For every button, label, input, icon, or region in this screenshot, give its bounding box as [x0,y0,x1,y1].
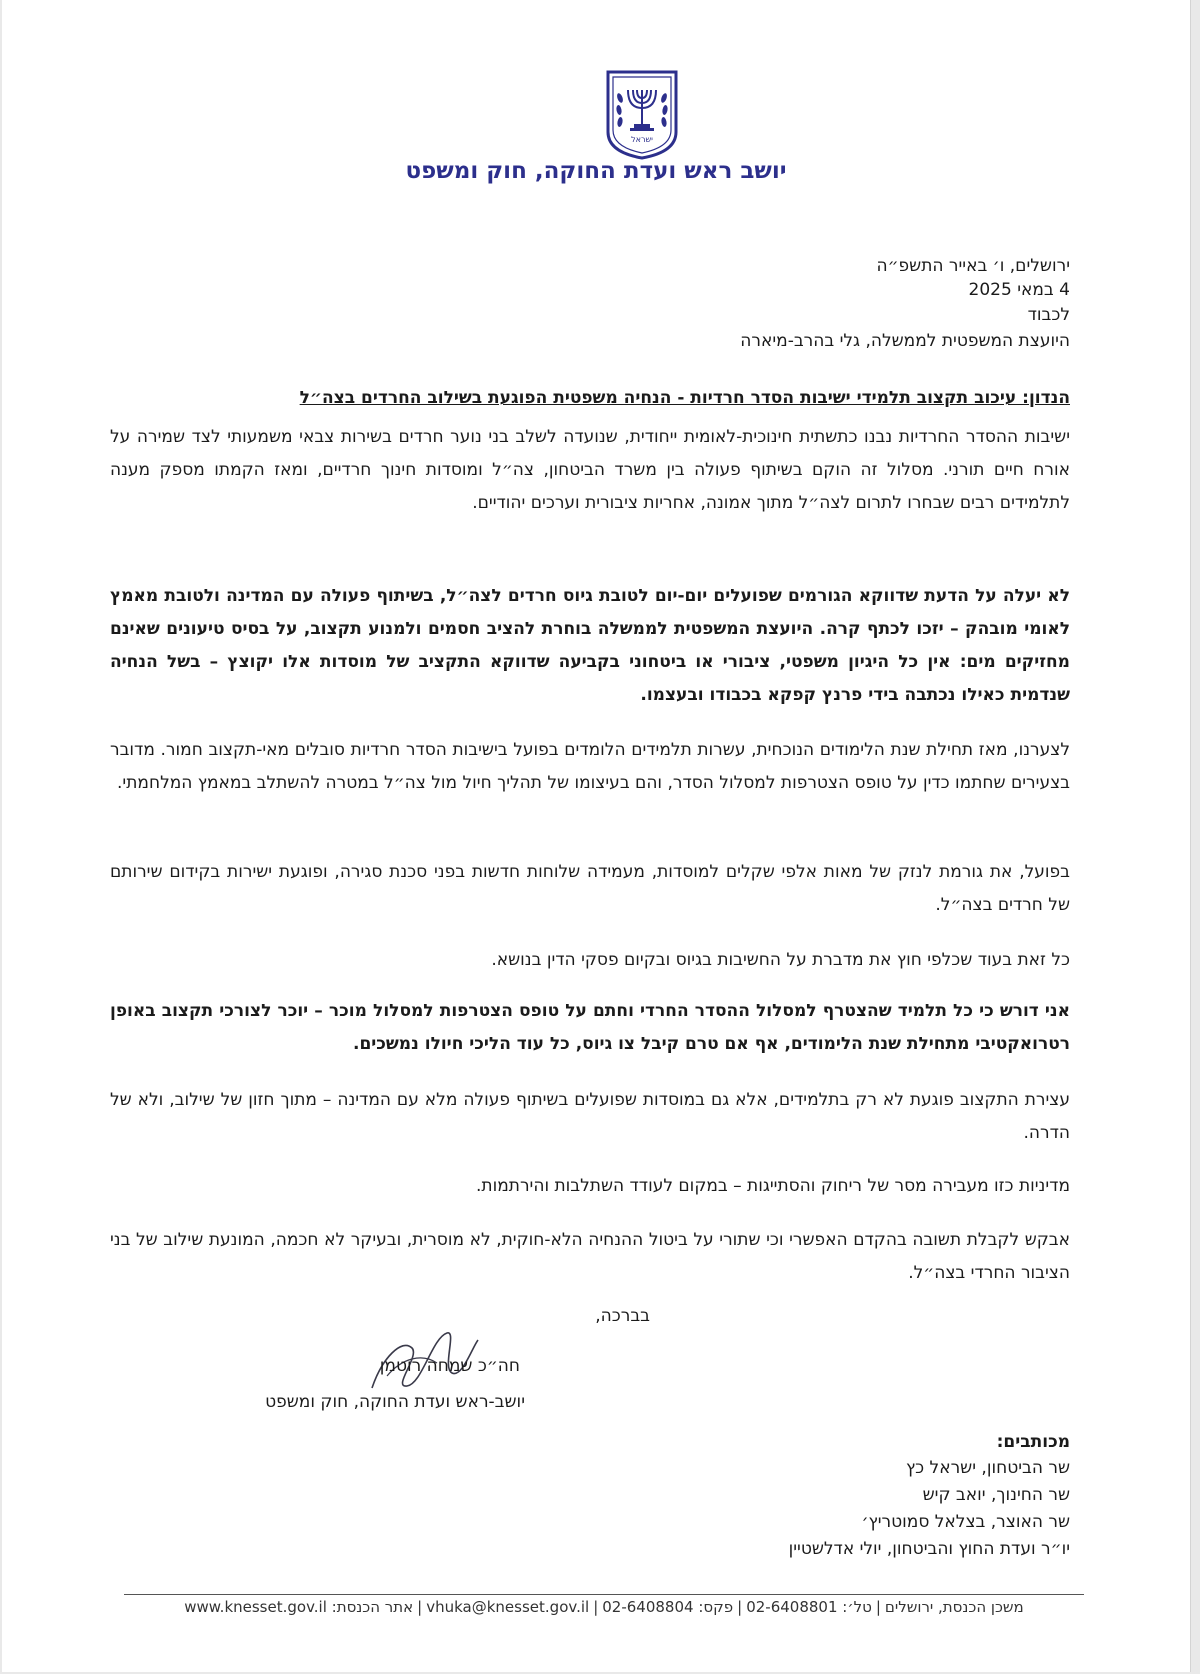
signer-role: יושב-ראש ועדת החוקה, חוק ומשפט [265,1392,525,1412]
footer-fax: פקס: 02-6408804 [602,1598,734,1616]
letterhead-title: יושב ראש ועדת החוקה, חוק ומשפט [405,158,787,184]
emblem-text: ישראל [631,135,653,144]
paragraph-4: בפועל, את גורמת לנזק של מאות אלפי שקלים למוסדות, מעמידה שלוחות חדשות בפני סכנת סגירה, ופוגעת ישירות בקידום שירותם של חרדים בצה״ל. [110,862,1070,915]
paragraph-7: עצירת התקצוב פוגעת לא רק בתלמידים, אלא גם במוסדות שפועלים בשיתוף פעולה מלא עם המדינה – מתוך חזון של שילוב, ולא של הדרה. [110,1090,1070,1143]
paragraph-3: לצערנו, מאז תחילת שנת הלימודים הנוכחית, עשרות תלמידים הלומדים בפועל בישיבות הסדר חרדיות סובלים מאי-תקצוב חמור. מדובר בצעירים שחתמו כדין על טופס הצטרפות למסלול הסדר, והם בעיצומו של תהליך חיול מול צה״ל במטרה להשתלב במאמץ המלחמתי. [110,740,1070,793]
signer-name: חה״כ שמחה רוטמן [379,1356,520,1376]
cc-item: יו״ר ועדת החוץ והביטחון, יולי אדלשטיין [788,1539,1070,1559]
paragraph-2: לא יעלה על הדעת שדווקא הגורמים שפועלים יום-יום לטובת גיוס חרדים לצה״ל, בשיתוף פעולה עם המדינה ולטובת מאמץ לאומי מובהק – יזכו לכתף קרה. היועצת המשפטית לממשלה בוחרת להציב חסמים ולמנוע תקצוב, על בסיס טיעונים שאינם מחזיקים מים: אין כל היגיון משפטי, ציבורי או ביטחוני בקביעה שדווקא התקציב של מוסדות אלו יקוצץ – בשל הנחיה שנדמית כאילו נכתבה בידי פרנץ קפקא בכבודו ובעצמו. [110,586,1070,705]
cc-item: שר החינוך, יואב קיש [922,1485,1070,1505]
footer: משכן הכנסת, ירושלים|טל׳: 02-6408801|פקס: 02-6408804|vhuka@knesset.gov.il|אתר הכנסת: www.knesset.gov.il [184,1598,1024,1616]
cc-item: שר האוצר, בצלאל סמוטריץ׳ [861,1512,1070,1532]
letter-page [2,0,1191,1672]
cc-list [789,1455,1070,1563]
paragraph-1: ישיבות ההסדר החרדיות נבנו כתשתית חינוכית-לאומית ייחודית, שנועדה לשלב בני נוער חרדים בשירות צבאי משמעותי לצד שמירה על אורח חיים תורני. מסלול זה הוקם בשיתוף פעולה בין משרד הביטחון, צה״ל ומוסדות חינוך חרדיים, ומאז הקמתו מספק מענה לתלמידים רבים שבחרו לתרום לצה״ל מתוך אמונה, אחריות ציבורית וערכים יהודיים. [110,427,1070,513]
paragraph-8: מדיניות כזו מעבירה מסר של ריחוק והסתייגות – במקום לעודד השתלבות והירתמות. [476,1176,1070,1196]
cc-title: מכותבים: [996,1432,1070,1452]
footer-site[interactable]: אתר הכנסת: www.knesset.gov.il [184,1598,414,1616]
footer-phone: טל׳: 02-6408801 [746,1598,872,1616]
closing-greeting: בברכה, [595,1306,650,1326]
paragraph-9: אבקש לקבלת תשובה בהקדם האפשרי וכי שתורי על ביטול ההנחיה הלא-חוקית, לא מוסרית, ובעיקר לא חכמה, המונעת שילוב של בני הציבור החרדי בצה״ל. [110,1230,1070,1283]
gregorian-date: 4 במאי 2025 [968,280,1070,300]
footer-divider [124,1594,1084,1595]
cc-item: שר הביטחון, ישראל כץ [905,1458,1070,1478]
footer-address: משכן הכנסת, ירושלים [884,1598,1024,1616]
recipient-name: היועצת המשפטית לממשלה, גלי בהרב-מיארה [740,331,1070,351]
salutation: לכבוד [1027,305,1070,325]
paragraph-6: אני דורש כי כל תלמיד שהצטרף למסלול ההסדר החרדי וחתם על טופס הצטרפות למסלול מוכר – יוכר לצורכי תקצוב באופן רטרואקטיבי מתחילת שנת הלימודים, אף אם טרם קיבל צו גיוס, כל עוד הליכי חיולו נמשכים. [110,1001,1070,1054]
footer-email[interactable]: vhuka@knesset.gov.il [426,1598,590,1616]
state-emblem-icon [604,68,680,160]
hebrew-date: ירושלים, ו׳ באייר התשפ״ה [876,256,1070,276]
paragraph-5: כל זאת בעוד שכלפי חוץ את מדברת על החשיבות בגיוס ובקיום פסקי הדין בנושא. [491,950,1070,970]
subject-line: הנדון: עיכוב תקצוב תלמידי ישיבות הסדר חרדיות - הנחיה משפטית הפוגעת בשילוב החרדים בצה״ל [299,388,1070,408]
